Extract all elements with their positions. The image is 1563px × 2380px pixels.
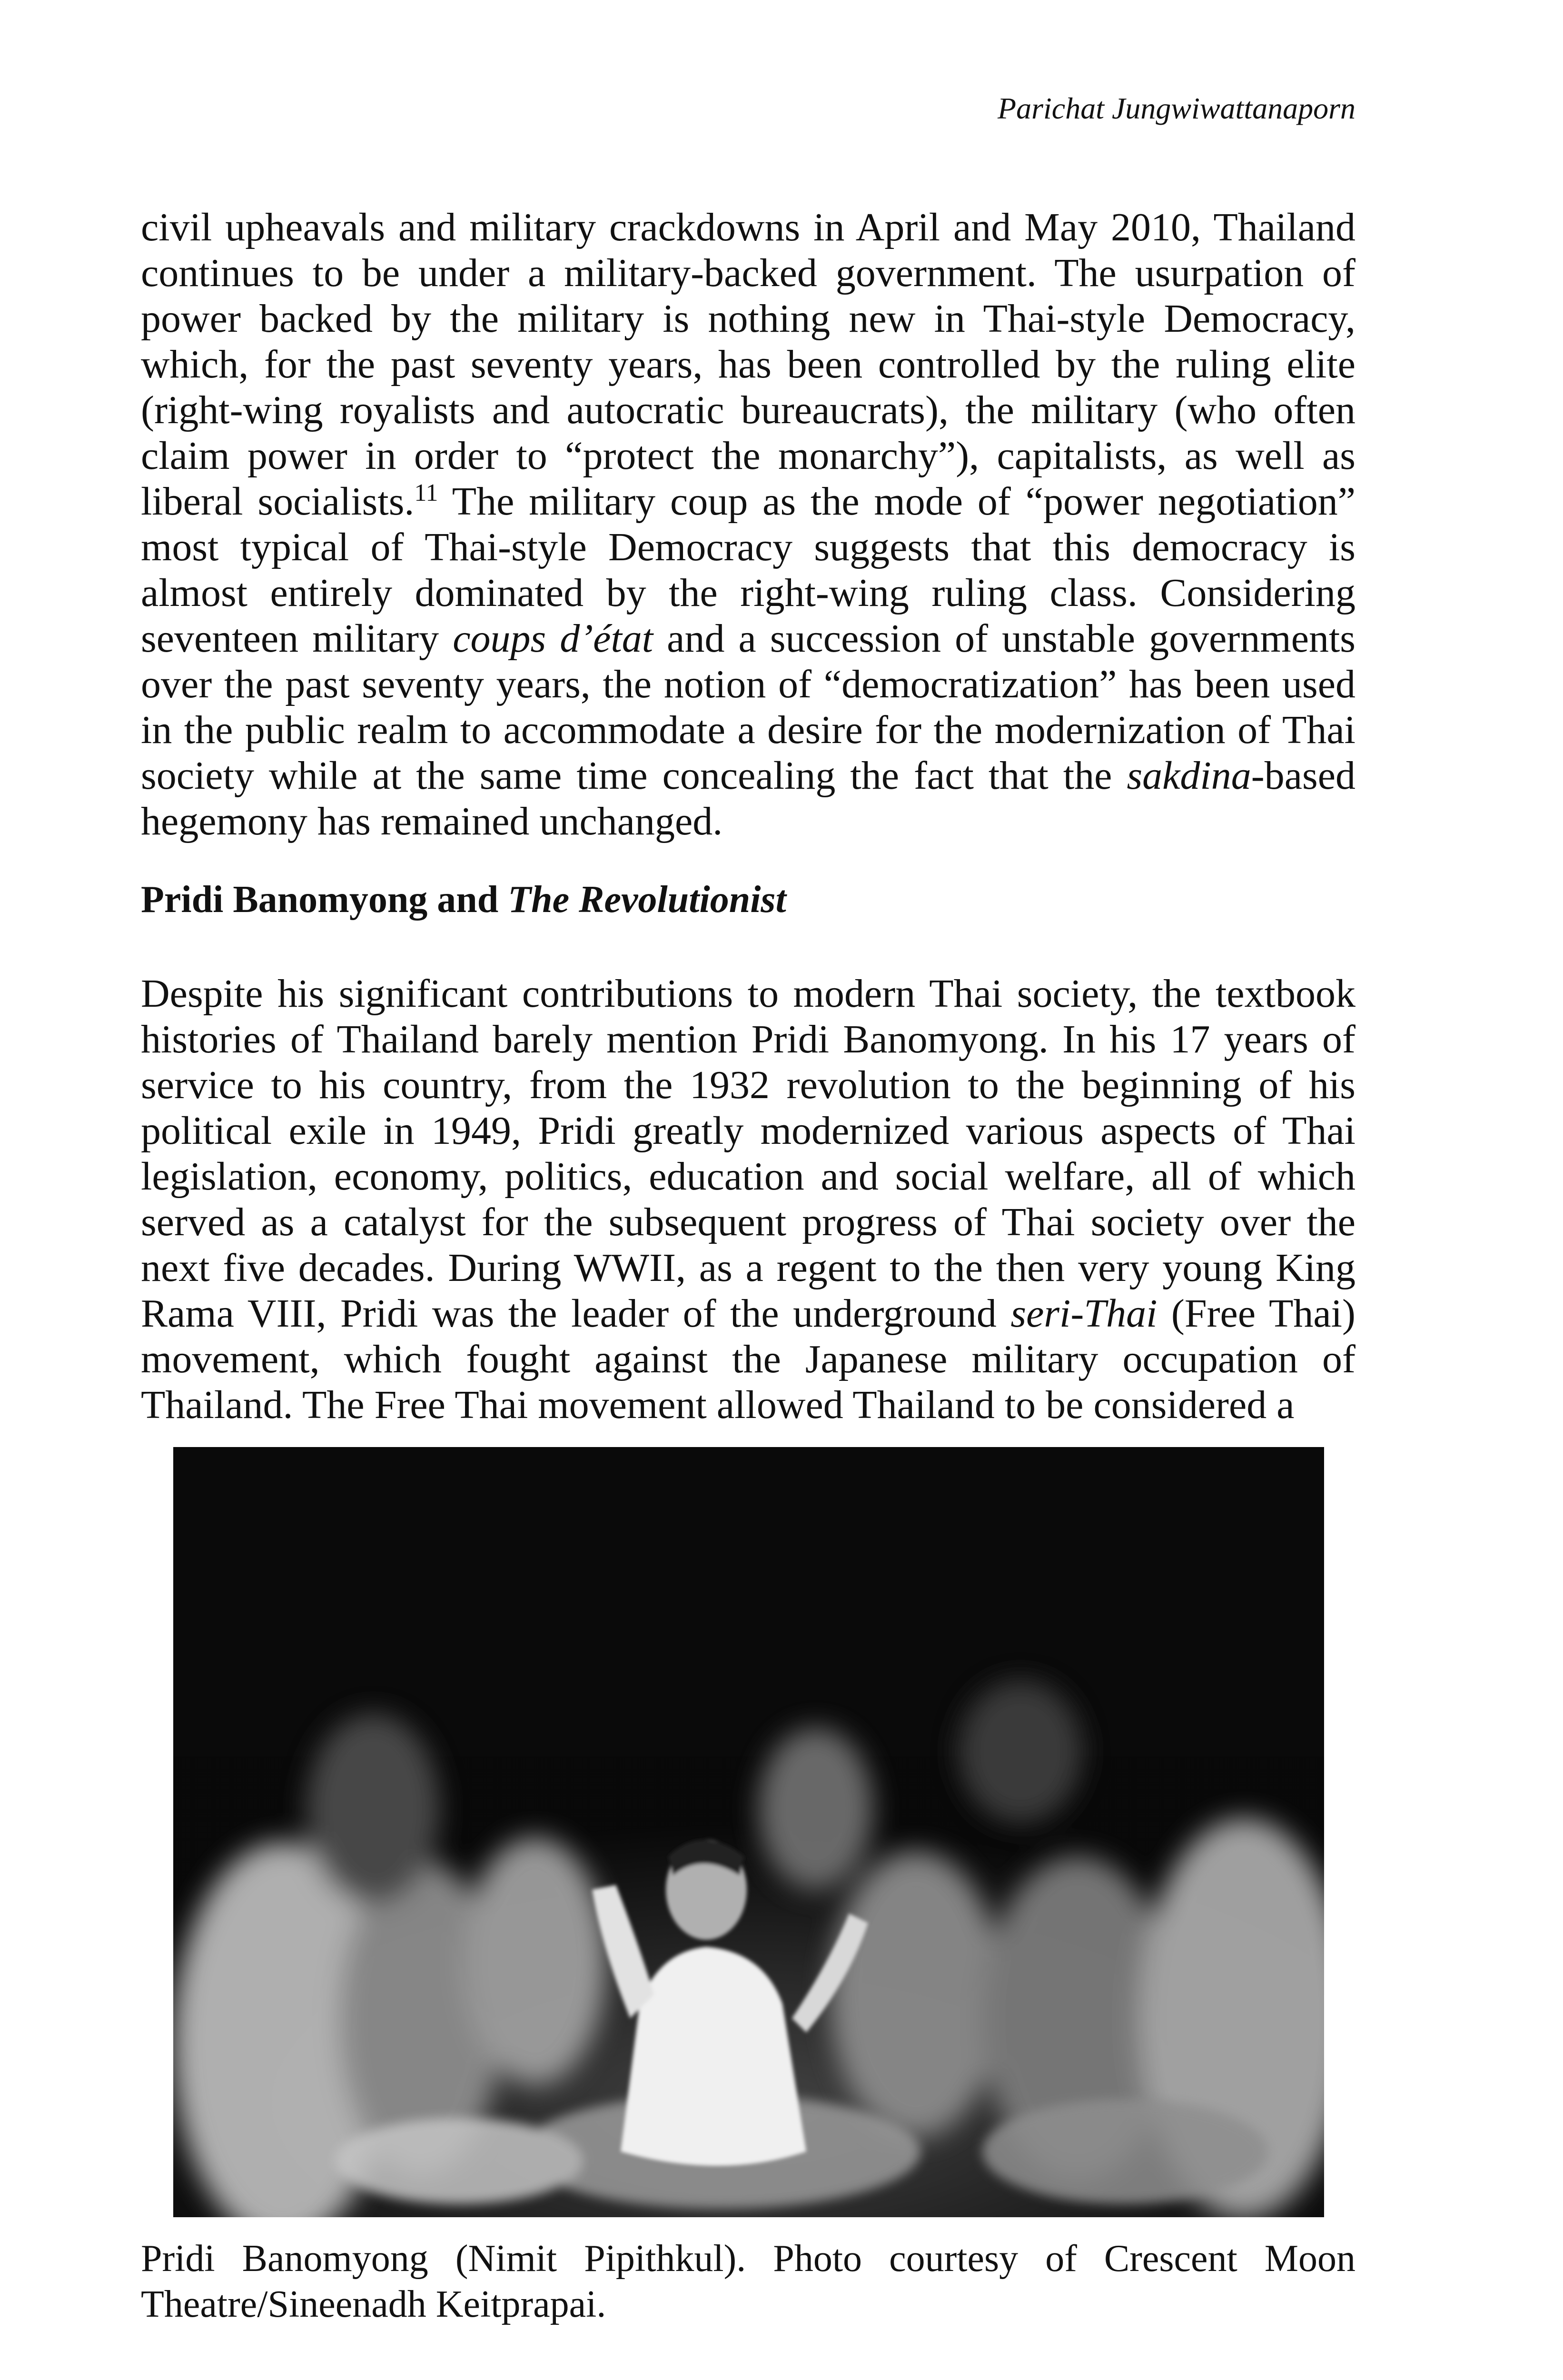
paragraph-text: The military coup as the mode of “power negotiation” most typical of Thai-style Democracy suggests that this democracy is almost entirely dominated by the right-wing ruling class. Considering seventeen military	[141, 479, 1355, 661]
paragraph-text: civil upheavals and military crackdowns in April and May 2010, Thailand continues to be under a military-backed government. The usurpation of power backed by the military is nothing new in Thai-style Democracy, which, for the past seventy years, has been controlled by the ruling elite (right-wing royalists and autocratic bureaucrats), the military (who often claim power in order to “protect the monarchy”), capitalists, as well as liberal socialists.	[141, 205, 1355, 524]
italic-term: sakdina	[1127, 754, 1251, 798]
body-paragraph-1	[141, 205, 1355, 844]
footnote-marker: 11	[414, 479, 438, 506]
italic-term: seri-Thai	[1010, 1291, 1157, 1336]
paragraph-text: and a succession of unstable governments over the past seventy years, the notion of “democratization” has been used in the public realm to accommodate a desire for the modernization of Thai society while at the same time concealing the fact that the	[141, 616, 1356, 798]
stage-photo	[173, 1447, 1324, 2217]
italic-term: coups d’état	[453, 616, 653, 661]
photo-caption: Pridi Banomyong (Nimit Pipithkul). Photo courtesy of Crescent Moon Theatre/Sineenadh Keitprapai.	[141, 2238, 1355, 2325]
paragraph-text: -based hegemony has remained unchanged.	[141, 754, 1355, 843]
heading-title: The Revolutionist	[508, 879, 786, 921]
heading-prefix: Pridi Banomyong and	[141, 879, 508, 921]
paragraph-text: (Free Thai) movement, which fought against the Japanese military occupation of Thailand. The Free Thai movement allowed Thailand to be considered a	[141, 1291, 1355, 1427]
paragraph-text: Despite his significant contributions to modern Thai society, the textbook histories of Thailand barely mention Pridi Banomyong. In his 17 years of service to his country, from the 1932 revolution to the beginning of his political exile in 1949, Pridi greatly modernized various aspects of Thai legislation, economy, politics, education and social welfare, all of which served as a catalyst for the subsequent progress of Thai society over the next five decades. During WWII, as a regent to the then very young King Rama VIII, Pridi was the leader of the underground	[141, 972, 1355, 1336]
body-paragraph-2	[141, 971, 1355, 1428]
stage-photo-illustration	[173, 1447, 1324, 2217]
section-heading	[141, 881, 786, 919]
running-head: Parichat Jungwiwattanaporn	[998, 91, 1355, 125]
